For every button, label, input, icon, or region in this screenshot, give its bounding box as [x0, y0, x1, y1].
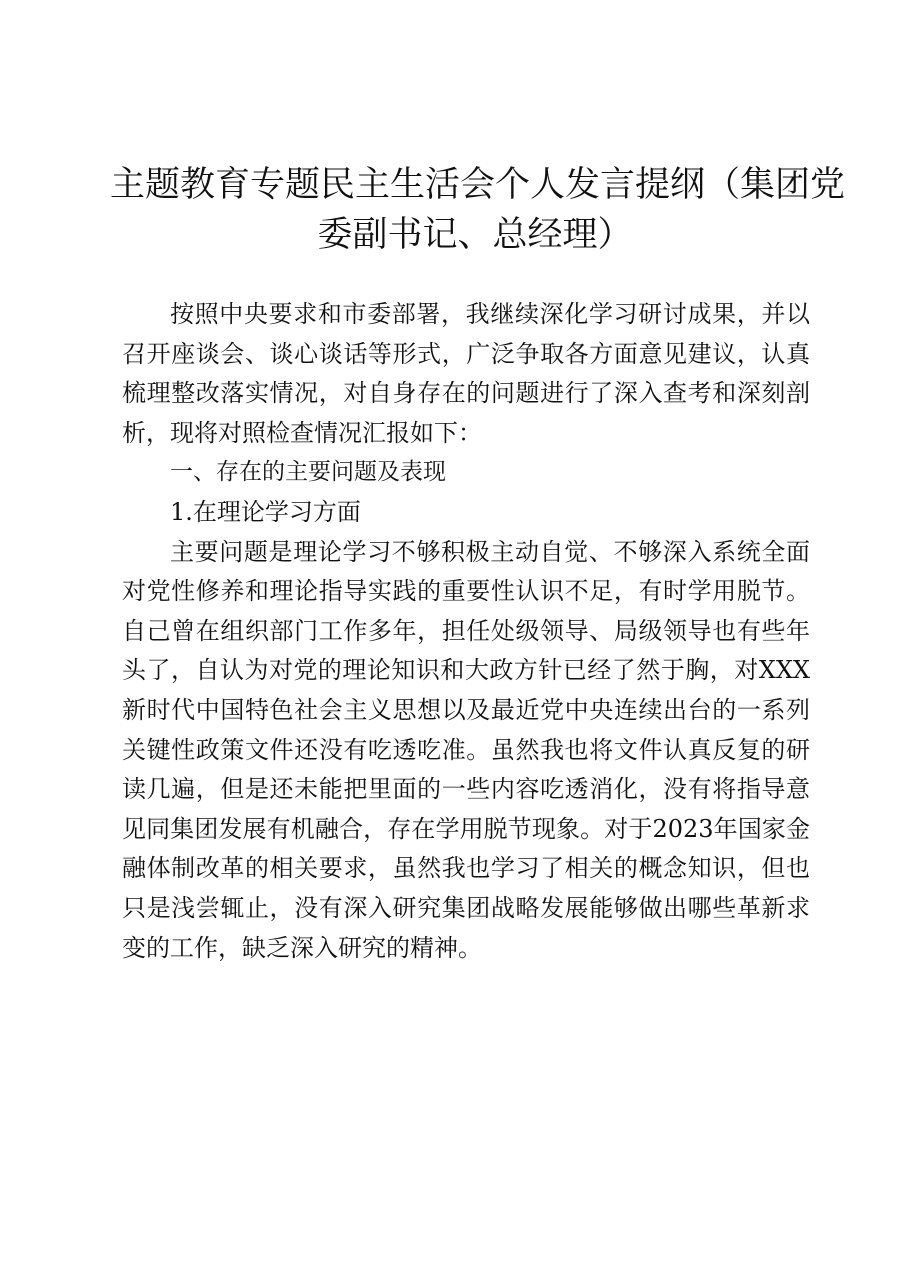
intro-line: 按照中央要求和市委部署，我继续深化学习研讨成果，并以 [170, 300, 810, 328]
intro-line: 析，现将对照检查情况汇报如下： [122, 418, 482, 447]
paragraph-line: 头了，自认为对党的理论知识和大政方针已经了然于胸，对XXX [122, 656, 810, 685]
body-paragraph [122, 533, 810, 969]
paragraph-line: 融体制改革的相关要求，虽然我也学习了相关的概念知识，但也 [122, 854, 810, 883]
title-line-2: 委副书记、总经理） [317, 215, 633, 255]
paragraph-line: 关键性政策文件还没有吃透吃准。虽然我也将文件认真反复的研 [122, 735, 810, 764]
paragraph-line: 只是浅尝辄止，没有深入研究集团战略发展能够做出哪些革新求 [122, 893, 810, 922]
subsection-heading: 1.在理论学习方面 [170, 497, 361, 526]
document-title [110, 160, 846, 260]
paragraph-line: 新时代中国特色社会主义思想以及最近党中央连续出台的一系列 [122, 695, 810, 724]
section-heading: 一、存在的主要问题及表现 [170, 459, 446, 486]
paragraph-line: 对党性修养和理论指导实践的重要性认识不足，有时学用脱节。 [122, 577, 810, 606]
intro-paragraph [122, 295, 810, 453]
title-line-1: 主题教育专题民主生活会个人发言提纲（集团党 [110, 165, 846, 205]
intro-line: 召开座谈会、谈心谈话等形式，广泛争取各方面意见建议，认真 [122, 339, 810, 368]
paragraph-line: 见同集团发展有机融合，存在学用脱节现象。对于2023年国家金 [122, 814, 810, 843]
paragraph-line: 变的工作，缺乏深入研究的精神。 [122, 933, 482, 962]
document-body [122, 295, 810, 968]
intro-line: 梳理整改落实情况，对自身存在的问题进行了深入查考和深刻剖 [122, 379, 810, 408]
paragraph-line: 自己曾在组织部门工作多年，担任处级领导、局级领导也有些年 [122, 616, 810, 645]
paragraph-line: 主要问题是理论学习不够积极主动自觉、不够深入系统全面 [170, 537, 810, 566]
paragraph-line: 读几遍，但是还未能把里面的一些内容吃透消化，没有将指导意 [122, 775, 810, 804]
